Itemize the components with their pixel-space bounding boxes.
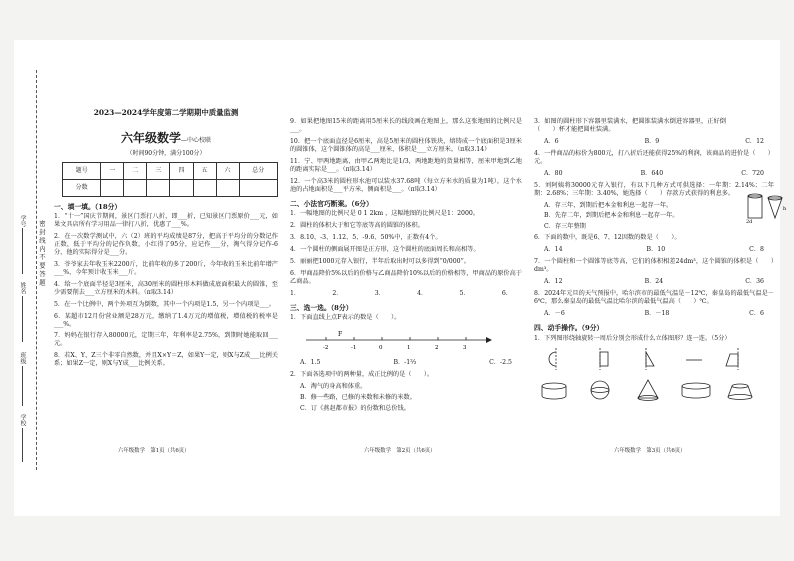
school-line[interactable] — [22, 428, 23, 462]
choice-4: 4．一件商品的标价为800元，打八折后还能获得25%的利润，该商品的进价是（ ）元。 — [534, 149, 774, 165]
time-note: （时间90分钟，满分100分） — [126, 149, 206, 157]
cylinder-cone-figure — [746, 190, 786, 224]
choice-2-option-c[interactable]: C．订《燕赵都市报》的份数和总价钱。 — [300, 405, 410, 412]
score-header-cell: 六 — [216, 162, 239, 179]
choice-2-option-a[interactable]: A．淘气的身高和体重。 — [300, 383, 367, 391]
point-f-label: F — [338, 331, 343, 339]
judge-answer-slot[interactable]: 6． — [501, 289, 512, 297]
seal-dashed-line — [36, 70, 37, 470]
exam-sheet — [14, 40, 786, 516]
question-1-9: 9．如果把地图15米的距离用5厘米长的线段画在地图上，那么这张地图的比例尺是___。 — [290, 118, 522, 133]
choice-5-option-a[interactable]: A．存三年，到期后把本金和利息一起存一年。 — [544, 201, 673, 209]
page-3-footer: 六年级数学 第3页（共6页） — [614, 448, 686, 454]
choice-1-options — [300, 359, 522, 367]
choice-8-option-a[interactable]: A．－6 — [544, 309, 565, 317]
choice-4-options — [544, 170, 774, 178]
number-line-tick-label: -1 — [351, 345, 357, 352]
question-1-3: 3．爷爷家去年收玉米2200斤，比前年收的多了200斤，今年收的玉米比前年增产___%，今年预计收玉米___斤。 — [54, 260, 278, 276]
choice-5-option-b[interactable]: B．先存二年，到期后把本金和利息一起存一年。 — [544, 212, 679, 220]
solid-cylinder-wide — [682, 383, 710, 398]
score-cell[interactable] — [193, 179, 216, 196]
choice-8-options — [544, 310, 774, 318]
choice-3-options — [544, 138, 774, 146]
score-table-header-row — [63, 162, 278, 179]
choice-1: 1．下面直线上点F表示的数是（ ）。 — [290, 314, 401, 322]
choice-8-option-b[interactable]: B．－18 — [644, 309, 670, 317]
judge-5: 5．丽丽把1000元存入银行，半年后取出时可以多得到“0/000”。 — [290, 257, 470, 265]
number-line-tick-label: 2 — [435, 345, 439, 352]
cylinder-shape — [748, 196, 762, 218]
cone-shape — [768, 198, 782, 218]
page-2-footer: 六年级数学 第2页（共6页） — [364, 448, 436, 454]
number-line-tick-label: -2 — [323, 345, 329, 352]
score-header-cell: 总分 — [239, 162, 277, 179]
section-1-heading: 一、填一填。（18分） — [54, 202, 122, 211]
seal-warning: 密封线内不要答题 — [38, 220, 46, 288]
choice-3-option-b[interactable]: B．9 — [644, 137, 660, 145]
judge-answer-slot[interactable]: 2． — [332, 289, 343, 297]
plane-figure-trapezoid — [726, 348, 738, 370]
choice-1-option-c[interactable]: C．-2.5 — [489, 359, 512, 367]
number-line-tick-label: 1 — [407, 345, 411, 352]
operation-1: 1．下列图形绕轴旋转一周后分别会形成什么立体图形？连一连。（5分） — [534, 334, 731, 342]
score-header-cell: 五 — [193, 162, 216, 179]
height-label: h — [783, 206, 786, 212]
question-1-11: 11．宁、甲两地距离，由甲乙两地比是1/3，两地距地的货量相等，厘米甲地到乙地的距离实际是___。（π取3.14） — [290, 157, 522, 173]
choice-1-option-a[interactable]: A．1.5 — [300, 359, 321, 367]
solid-sphere — [591, 381, 609, 399]
choice-6: 6．下面的数中，既是6、7、12因数的数是（ ）。 — [534, 234, 681, 242]
choice-8-option-c[interactable]: C．6 — [749, 309, 764, 317]
choice-3-option-a[interactable]: A．6 — [544, 137, 559, 145]
judge-answer-slot[interactable]: 3． — [374, 289, 385, 297]
choice-7-option-b[interactable]: B．24 — [644, 278, 664, 286]
plane-figure-semicircle — [549, 348, 556, 370]
judge-answer-slot[interactable]: 1． — [290, 289, 301, 297]
question-1-2: 2．在一次数学测试中，六（2）班的平均成绩是87分，把高于平均分的分数记作正数，低于平均分的记作负数，小红得了95分，应记作___分，淘气得分记作-6分，他的实际得分是___分。 — [54, 233, 278, 256]
cylinder-diameter-label: 2d — [746, 219, 753, 224]
score-row-label: 分数 — [63, 179, 101, 196]
choice-6-options — [544, 246, 774, 254]
choice-6-option-a[interactable]: A．14 — [544, 246, 563, 254]
choice-7-options — [544, 278, 774, 286]
score-cell[interactable] — [101, 179, 124, 196]
score-header-cell: 四 — [170, 162, 193, 179]
page-1-column — [54, 40, 278, 372]
choice-5: 5．刘阿姨将30000元存入银行，有以下几种方式可供选择：一年期：2.14%；二年期：2.68%；三年期：3.40%，她选择（ ）存款方式获得的利息多。 — [534, 181, 774, 197]
score-cell[interactable] — [124, 179, 147, 196]
student-id-label: 学号 — [19, 215, 26, 227]
section-2-heading: 二、小法官巧断案。（6分） — [290, 199, 373, 208]
page-3-column — [534, 118, 786, 409]
choice-5-option-c[interactable]: C．存三年整期 — [544, 223, 586, 231]
exam-subtitle: 六年级数学—中心校联 — [120, 131, 212, 146]
score-table-row — [63, 179, 278, 196]
choice-4-option-a[interactable]: A．80 — [544, 169, 563, 177]
choice-8: 8．2024年元旦的天气预报中，哈尔滨市的最低气温是－12℃，秦皇岛的最低气温是－6℃，那么秦皇岛的最低气温比哈尔滨的最低气温高（ ）℃。 — [534, 290, 774, 305]
choice-2: 2．下面各选项中的两种量，成正比例的是（ ）。 — [290, 371, 434, 379]
plane-figure-triangle — [646, 348, 654, 370]
page-2-column — [290, 118, 522, 416]
plane-figure-rectangle — [600, 348, 608, 370]
score-header-cell: 二 — [124, 162, 147, 179]
score-header-cell: 三 — [147, 162, 170, 179]
judge-6: 6．甲商品降价5%以后的价格与乙商品降价10%以后的价格相等，甲商品的原价高于乙商品。 — [290, 269, 522, 285]
name-label: 姓名 — [19, 282, 26, 294]
choice-3-option-c[interactable]: C．12 — [745, 137, 764, 145]
exam-title: 2023—2024学年度第二学期期中质量监测 — [93, 108, 239, 117]
school-union-note: —中心校联 — [181, 137, 212, 145]
score-cell[interactable] — [147, 179, 170, 196]
choice-6-option-c[interactable]: C．8 — [749, 246, 764, 254]
number-line-tick-label: 0 — [379, 345, 383, 352]
question-1-6: 6．某超市12月份营业额是28万元，缴纳了1.4万元的增值税，增值税的税率是___%。 — [54, 312, 278, 328]
choice-7-option-c[interactable]: C．36 — [745, 278, 764, 286]
question-1-12: 12．一个高3米的圆柱形水池可以装水37.68吨（每立方米水的质量为1吨），这个水池的占地面积是___平方米，侧面积是___。（π取3.14） — [290, 177, 522, 193]
judge-2: 2．圆柱的体积大于和它等底等高的圆锥的体积。 — [290, 222, 424, 230]
score-header-cell: 一 — [101, 162, 124, 179]
score-cell[interactable] — [170, 179, 193, 196]
name-line[interactable] — [22, 296, 23, 342]
score-cell[interactable] — [216, 179, 239, 196]
solid-cylinder — [542, 383, 566, 399]
class-label: 班级 — [19, 352, 26, 364]
score-table — [62, 162, 278, 197]
judge-answer-slot[interactable]: 5． — [459, 289, 470, 297]
number-line-figure — [296, 330, 496, 352]
judge-answer-row — [290, 290, 522, 298]
choice-4-option-b[interactable]: B．640 — [640, 169, 664, 177]
judge-3: 3．8.10、-3、1.12、5、-9.6、50%中，正数有4个。 — [290, 234, 442, 242]
number-line-tick-label: 3 — [463, 345, 467, 352]
choice-3: 3．如图的圆柱形下容器里装满水，把圆锥装满水倒进容器里，正好倒（ ）杯才能把圆柱装满。 — [534, 118, 726, 133]
student-id-line[interactable] — [22, 228, 23, 274]
question-1-4: 4．给一个底面半径是3厘米，高30厘米的圆柱形木料做成底面积最大的圆锥，至少需要削去___立方厘米的木料。（π取3.14） — [54, 280, 278, 296]
rotation-figures — [534, 346, 770, 406]
choice-7: 7．一个圆柱和一个圆锥等底等高，它们的体积相差24dm³，这个圆锥的体积是（ ）dm³。 — [534, 258, 774, 274]
question-1-8: 8．若X、Y、Z三个非零自然数，并且X×Y＝Z，如果Y一定，则X与Z成___比例关系；如果Z一定，则X与Y成___比例关系。 — [54, 352, 278, 368]
question-1-5: 5．在一个比例中，两个外项互为倒数，其中一个内项是1.5，另一个内项是___。 — [54, 300, 276, 308]
solid-cone — [638, 380, 658, 401]
section-4-heading: 四、动手操作。（9分） — [534, 323, 604, 332]
class-line[interactable] — [22, 366, 23, 406]
solid-frustum — [728, 384, 752, 400]
question-1-1: 1．“十一”国庆节期间，景区门票打八折，即___折，已知景区门票原价___元，如果文具店所有学习用品一律打八折，优惠了___%。 — [54, 213, 278, 229]
choice-1-option-b[interactable]: B．-1⅔ — [393, 359, 417, 367]
number-line-ticks — [323, 337, 467, 351]
school-label: 学校 — [19, 414, 26, 426]
judge-answer-slot[interactable]: 4． — [417, 289, 428, 297]
score-header-cell: 题号 — [63, 162, 101, 179]
number-line-arrow — [486, 337, 492, 343]
choice-2-option-b[interactable]: B．修一些路，已修的米数和未修的米数。 — [300, 394, 416, 402]
question-1-10: 10．把一个底面直径是6厘米，高是5厘米的圆柱体铁块，熔铸成一个底面积是3厘米的圆锥体，这个圆锥体的高是___厘米，体积是___立方厘米。（π取3.14） — [290, 137, 522, 153]
choice-4-option-c[interactable]: C．720 — [741, 169, 764, 177]
choice-6-option-b[interactable]: B．10 — [646, 246, 666, 254]
page-1-footer: 六年级数学 第1页（共6页） — [118, 448, 190, 454]
binding-strip — [14, 70, 48, 470]
choice-7-option-a[interactable]: A．12 — [544, 278, 563, 286]
score-cell[interactable] — [239, 179, 277, 196]
section-3-heading: 三、选一选。（8分） — [290, 303, 353, 312]
question-1-7: 7．妈妈在银行存入80000元，定期三年，年利率是2.75%，到期时她能取回___元。 — [54, 332, 278, 348]
judge-1: 1．一幅地图的比例尺是 0 1 2km ，这幅地图的比例尺是1：2000。 — [290, 210, 480, 218]
judge-4: 4．一个圆柱的侧面展开图是正方形，这个圆柱的底面周长和高相等。 — [290, 246, 480, 253]
